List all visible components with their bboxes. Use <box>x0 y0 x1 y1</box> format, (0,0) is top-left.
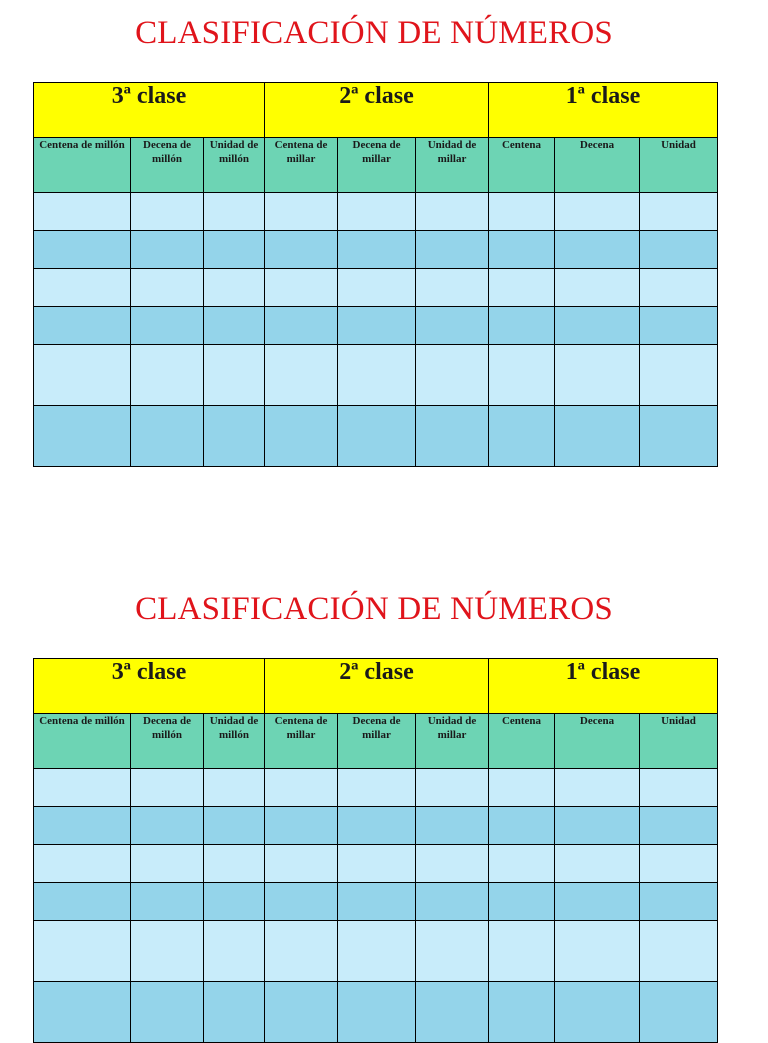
column-header: Decena de millar <box>338 138 416 193</box>
table-cell[interactable] <box>265 769 338 807</box>
column-header: Centena de millar <box>265 138 338 193</box>
table-cell[interactable] <box>265 883 338 921</box>
table-cell[interactable] <box>34 406 131 467</box>
table-cell[interactable] <box>416 845 489 883</box>
table-cell[interactable] <box>640 307 718 345</box>
table-cell[interactable] <box>204 883 265 921</box>
table-cell[interactable] <box>338 193 416 231</box>
table-cell[interactable] <box>640 921 718 982</box>
table-cell[interactable] <box>265 982 338 1043</box>
table-cell[interactable] <box>265 921 338 982</box>
table-cell[interactable] <box>204 845 265 883</box>
column-header: Unidad <box>640 138 718 193</box>
table-row <box>34 269 718 307</box>
table-cell[interactable] <box>555 921 640 982</box>
table-cell[interactable] <box>489 769 555 807</box>
table-cell[interactable] <box>640 807 718 845</box>
table-cell[interactable] <box>204 807 265 845</box>
column-header: Centena de millón <box>34 714 131 769</box>
column-header: Decena <box>555 138 640 193</box>
class-header-second: 2ª clase <box>265 83 489 138</box>
table-row <box>34 231 718 269</box>
table-cell[interactable] <box>416 406 489 467</box>
table-cell[interactable] <box>489 807 555 845</box>
table-cell[interactable] <box>555 807 640 845</box>
table-cell[interactable] <box>265 193 338 231</box>
table-cell[interactable] <box>489 982 555 1043</box>
table-row <box>34 406 718 467</box>
table-cell[interactable] <box>34 307 131 345</box>
table-cell[interactable] <box>416 921 489 982</box>
page-title: CLASIFICACIÓN DE NÚMEROS <box>135 15 613 51</box>
table-cell[interactable] <box>34 193 131 231</box>
table-cell[interactable] <box>640 883 718 921</box>
column-header: Decena de millar <box>338 714 416 769</box>
table-cell[interactable] <box>416 982 489 1043</box>
table-cell[interactable] <box>489 883 555 921</box>
table-cell[interactable] <box>204 231 265 269</box>
table-cell[interactable] <box>489 845 555 883</box>
table-cell[interactable] <box>555 269 640 307</box>
table-cell[interactable] <box>338 406 416 467</box>
class-header-second: 2ª clase <box>265 659 489 714</box>
class-header-third: 3ª clase <box>34 659 265 714</box>
column-header: Decena de millón <box>131 138 204 193</box>
table-cell[interactable] <box>489 231 555 269</box>
table-cell[interactable] <box>131 406 204 467</box>
table-cell[interactable] <box>338 883 416 921</box>
place-value-table <box>33 82 718 467</box>
table-cell[interactable] <box>265 269 338 307</box>
table-cell[interactable] <box>640 845 718 883</box>
table-cell[interactable] <box>416 345 489 406</box>
table-cell[interactable] <box>338 231 416 269</box>
table-cell[interactable] <box>555 345 640 406</box>
column-header: Centena <box>489 714 555 769</box>
table-cell[interactable] <box>338 807 416 845</box>
table-cell[interactable] <box>338 345 416 406</box>
table-cell[interactable] <box>131 231 204 269</box>
table-row <box>34 883 718 921</box>
table-cell[interactable] <box>131 982 204 1043</box>
table-cell[interactable] <box>131 921 204 982</box>
table-cell[interactable] <box>34 921 131 982</box>
table-cell[interactable] <box>555 307 640 345</box>
column-header: Unidad de millón <box>204 138 265 193</box>
column-header: Decena <box>555 714 640 769</box>
table-cell[interactable] <box>131 269 204 307</box>
table-cell[interactable] <box>640 345 718 406</box>
column-header: Centena <box>489 138 555 193</box>
page-title: CLASIFICACIÓN DE NÚMEROS <box>135 591 613 627</box>
table-cell[interactable] <box>416 883 489 921</box>
table-cell[interactable] <box>640 982 718 1043</box>
table-cell[interactable] <box>34 883 131 921</box>
table-cell[interactable] <box>131 769 204 807</box>
table-cell[interactable] <box>204 345 265 406</box>
table-cell[interactable] <box>204 307 265 345</box>
column-header: Centena de millón <box>34 138 131 193</box>
table-cell[interactable] <box>338 845 416 883</box>
table-cell[interactable] <box>555 769 640 807</box>
table-cell[interactable] <box>338 269 416 307</box>
table-cell[interactable] <box>131 807 204 845</box>
table-cell[interactable] <box>338 921 416 982</box>
place-value-table <box>33 658 718 1043</box>
table-cell[interactable] <box>265 345 338 406</box>
column-header: Unidad de millar <box>416 714 489 769</box>
column-header: Unidad <box>640 714 718 769</box>
table-cell[interactable] <box>131 345 204 406</box>
class-header-first: 1ª clase <box>489 659 718 714</box>
table-row <box>34 982 718 1043</box>
table-cell[interactable] <box>204 769 265 807</box>
table-cell[interactable] <box>34 845 131 883</box>
table-cell[interactable] <box>555 982 640 1043</box>
table-row <box>34 845 718 883</box>
table-cell[interactable] <box>489 345 555 406</box>
class-header-first: 1ª clase <box>489 83 718 138</box>
table-cell[interactable] <box>416 307 489 345</box>
table-cell[interactable] <box>34 345 131 406</box>
table-cell[interactable] <box>640 769 718 807</box>
table-cell[interactable] <box>489 193 555 231</box>
table-row <box>34 193 718 231</box>
table-cell[interactable] <box>265 406 338 467</box>
table-cell[interactable] <box>416 807 489 845</box>
table-cell[interactable] <box>338 982 416 1043</box>
table-cell[interactable] <box>204 982 265 1043</box>
table-cell[interactable] <box>265 807 338 845</box>
table-cell[interactable] <box>555 231 640 269</box>
table-cell[interactable] <box>131 193 204 231</box>
table-cell[interactable] <box>640 193 718 231</box>
table-cell[interactable] <box>555 845 640 883</box>
table-cell[interactable] <box>204 193 265 231</box>
table-row <box>34 307 718 345</box>
table-cell[interactable] <box>34 769 131 807</box>
table-cell[interactable] <box>265 307 338 345</box>
class-header-third: 3ª clase <box>34 83 265 138</box>
table-row <box>34 807 718 845</box>
table-row <box>34 921 718 982</box>
table-cell[interactable] <box>555 193 640 231</box>
column-header: Unidad de millar <box>416 138 489 193</box>
table-cell[interactable] <box>204 921 265 982</box>
table-row <box>34 769 718 807</box>
table-cell[interactable] <box>131 845 204 883</box>
table-cell[interactable] <box>338 769 416 807</box>
table-cell[interactable] <box>489 921 555 982</box>
table-cell[interactable] <box>204 406 265 467</box>
table-cell[interactable] <box>204 269 265 307</box>
table-cell[interactable] <box>555 883 640 921</box>
table-cell[interactable] <box>34 269 131 307</box>
column-header: Unidad de millón <box>204 714 265 769</box>
table-cell[interactable] <box>416 269 489 307</box>
table-cell[interactable] <box>640 231 718 269</box>
table-cell[interactable] <box>489 307 555 345</box>
table-cell[interactable] <box>640 406 718 467</box>
table-cell[interactable] <box>34 982 131 1043</box>
column-header: Decena de millón <box>131 714 204 769</box>
table-row <box>34 345 718 406</box>
table-cell[interactable] <box>265 845 338 883</box>
table-cell[interactable] <box>640 269 718 307</box>
table-cell[interactable] <box>416 769 489 807</box>
table-cell[interactable] <box>416 193 489 231</box>
table-cell[interactable] <box>555 406 640 467</box>
table-cell[interactable] <box>489 269 555 307</box>
column-header: Centena de millar <box>265 714 338 769</box>
table-cell[interactable] <box>338 307 416 345</box>
table-cell[interactable] <box>265 231 338 269</box>
table-cell[interactable] <box>489 406 555 467</box>
table-cell[interactable] <box>34 807 131 845</box>
table-cell[interactable] <box>131 883 204 921</box>
table-cell[interactable] <box>34 231 131 269</box>
table-cell[interactable] <box>131 307 204 345</box>
table-cell[interactable] <box>416 231 489 269</box>
